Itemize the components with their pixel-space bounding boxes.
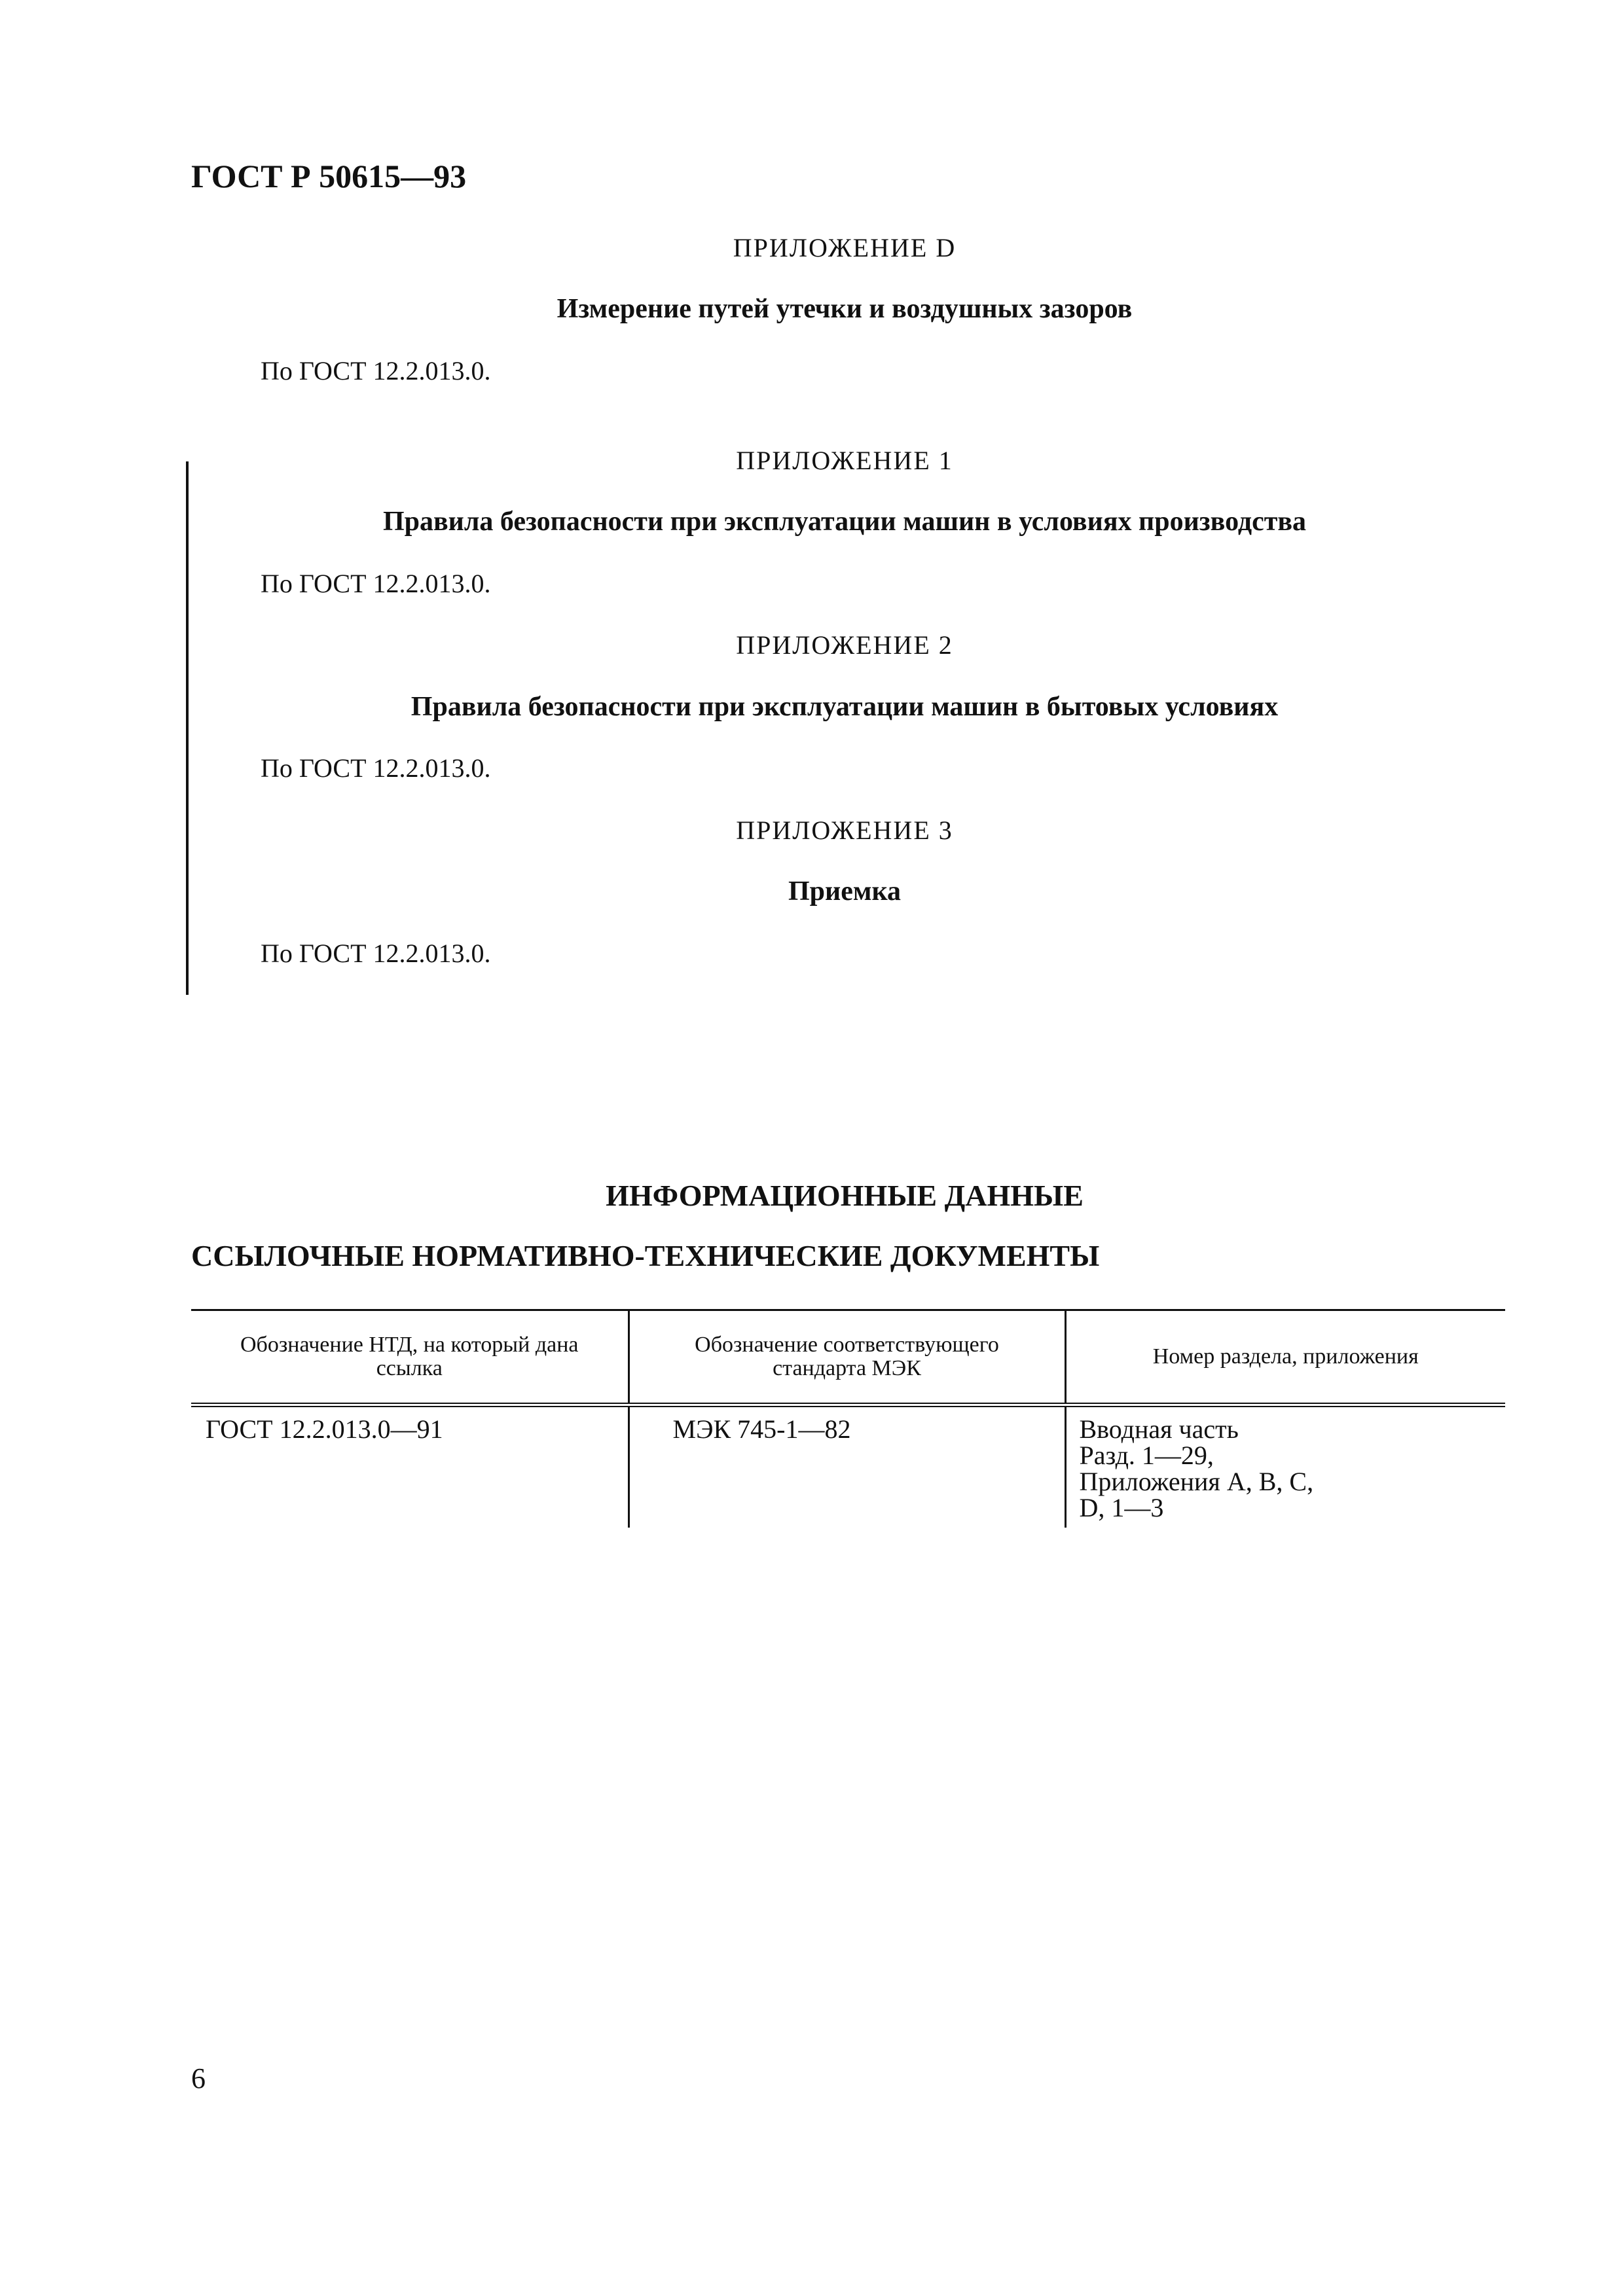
sections-line: Вводная часть <box>1079 1414 1239 1444</box>
header-ntd-designation <box>191 1310 629 1405</box>
annex-2-title: Правила безопасности при эксплуатации машин в бытовых условиях <box>410 692 1279 722</box>
header-ntd-line: Обозначение НТД, на который дана <box>240 1333 579 1357</box>
sections-line: D, 1—3 <box>1079 1493 1164 1522</box>
header-iec-designation <box>629 1310 1065 1405</box>
reference-table-container <box>191 1309 1505 1528</box>
annex-d-label: ПРИЛОЖЕНИЕ D <box>733 233 957 262</box>
annex-2-body: По ГОСТ 12.2.013.0. <box>261 753 491 783</box>
page-number: 6 <box>191 2062 206 2094</box>
annex-3-label: ПРИЛОЖЕНИЕ 3 <box>736 816 953 845</box>
annex-3-body: По ГОСТ 12.2.013.0. <box>261 939 491 968</box>
reference-documents-title: ССЫЛОЧНЫЕ НОРМАТИВНО-ТЕХНИЧЕСКИЕ ДОКУМЕНТЫ <box>191 1239 1100 1272</box>
sections-line: Разд. 1—29, <box>1079 1441 1214 1470</box>
cell-iec <box>629 1405 1065 1528</box>
annex-3-title: Приемка <box>788 876 902 906</box>
table-row <box>191 1405 1505 1528</box>
cell-ntd <box>191 1405 629 1528</box>
annex-d-title: Измерение путей утечки и воздушных зазоров <box>556 294 1133 324</box>
header-section-number <box>1065 1310 1505 1405</box>
table-header-row <box>191 1310 1505 1405</box>
annex-1-label: ПРИЛОЖЕНИЕ 1 <box>736 446 953 475</box>
sections-line: Приложения A, B, C, <box>1079 1467 1314 1496</box>
info-data-title: ИНФОРМАЦИОННЫЕ ДАННЫЕ <box>606 1179 1084 1212</box>
annex-2-label: ПРИЛОЖЕНИЕ 2 <box>736 630 953 660</box>
cell-sections <box>1065 1405 1505 1528</box>
document-code: ГОСТ Р 50615—93 <box>191 158 467 194</box>
header-iec-line: стандарта МЭК <box>773 1356 921 1380</box>
header-iec-line: Обозначение соответствующего <box>695 1333 999 1357</box>
annex-1-title: Правила безопасности при эксплуатации машин в условиях производства <box>382 507 1307 537</box>
header-ntd-line: ссылка <box>376 1356 443 1380</box>
change-bar <box>186 461 189 995</box>
reference-table <box>191 1309 1505 1528</box>
header-section-line: Номер раздела, приложения <box>1152 1344 1419 1369</box>
iec-value: МЭК 745-1—82 <box>672 1414 851 1444</box>
annex-d-body: По ГОСТ 12.2.013.0. <box>261 356 491 386</box>
annex-1-body: По ГОСТ 12.2.013.0. <box>261 569 491 598</box>
ntd-value: ГОСТ 12.2.013.0—91 <box>206 1414 443 1444</box>
